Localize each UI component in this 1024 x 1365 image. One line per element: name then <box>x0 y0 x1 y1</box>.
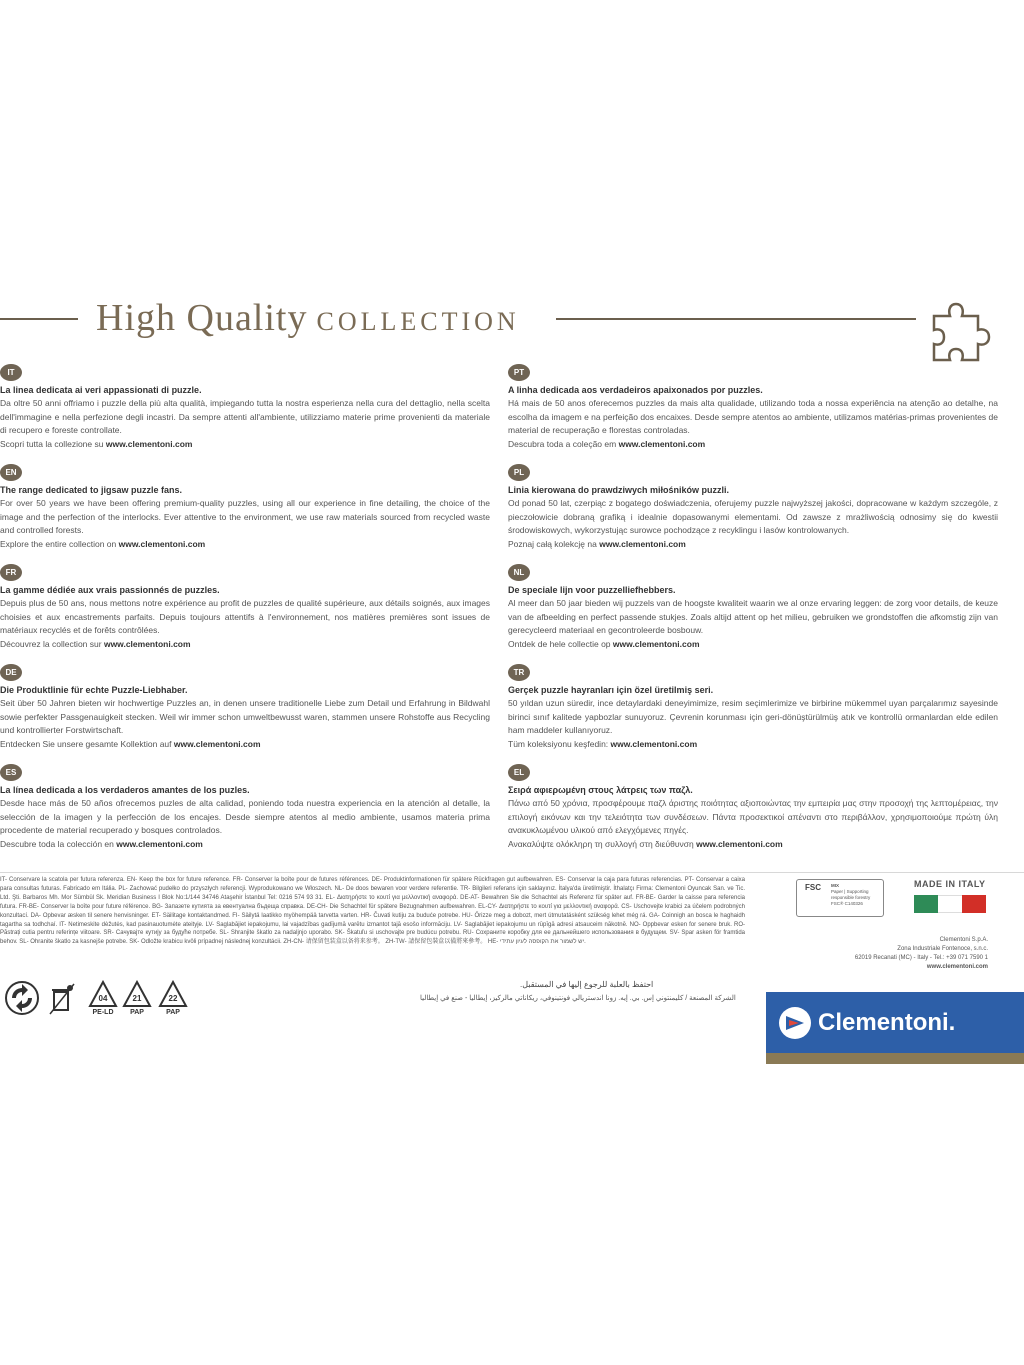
section-title: Gerçek puzzle hayranları için özel üretilmiş seri. <box>508 685 714 695</box>
section-title: La gamme dédiée aux vrais passionnés de puzzles. <box>0 585 220 595</box>
section-title: La linea dedicata ai veri appassionati di puzzle. <box>0 385 202 395</box>
section-link-line <box>0 438 490 451</box>
company-web[interactable]: www.clementoni.com <box>926 964 988 970</box>
footer-divider <box>0 872 1024 873</box>
language-section-nl <box>508 562 998 662</box>
link-text: Ontdek de hele collectie op <box>508 638 611 649</box>
title-sub: COLLECTION <box>316 307 520 336</box>
section-body: Há mais de 50 anos oferecemos puzzles da mais alta qualidade, utilizando toda a nossa experiência na atenção ao detalhe, na escolha da imagem e na perfeição dos encaixes. Desde sempre atentos ao ambiente, utilizamos matérias-primas provenientes de material de recuperação e florestas controladas. <box>508 398 998 435</box>
section-link-line <box>0 538 490 551</box>
website-link[interactable]: www.clementoni.com <box>105 438 193 449</box>
fsc-code: FSC® C140326 <box>831 901 863 906</box>
language-column-right <box>508 362 998 862</box>
recycle-triangle-icon <box>158 980 188 1008</box>
section-title: La línea dedicada a los verdaderos amantes de los puzles. <box>0 785 250 795</box>
company-city: 62019 Recanati (MC) - Italy - Tel.: +39 071 7590 1 <box>854 955 988 961</box>
language-badge: PL <box>508 464 530 481</box>
section-title: The range dedicated to jigsaw puzzle fans. <box>0 485 183 495</box>
recycle-label: PAP <box>166 1009 180 1016</box>
section-title: Linia kierowana do prawdziwych miłośników puzzli. <box>508 485 730 495</box>
link-text: Poznaj całą kolekcję na <box>508 538 597 549</box>
language-section-tr <box>508 662 998 762</box>
link-text: Descubre toda la colección en <box>0 838 114 849</box>
collection-title <box>96 296 520 340</box>
section-link-line <box>508 738 998 751</box>
bin-disposal-icon <box>48 982 76 1016</box>
puzzle-piece-icon <box>930 298 992 364</box>
fsc-line3: responsible forestry <box>831 895 871 900</box>
flag-white <box>938 895 962 913</box>
language-badge: DE <box>0 664 22 681</box>
section-link-line <box>508 838 998 851</box>
website-link[interactable]: www.clementoni.com <box>599 538 686 549</box>
clementoni-logo-icon <box>778 1006 812 1040</box>
language-badge: PT <box>508 364 530 381</box>
flag-green <box>914 895 938 913</box>
language-section-en <box>0 462 490 562</box>
section-title: A linha dedicada aos verdadeiros apaixonados por puzzles. <box>508 385 763 395</box>
link-text: Entdecken Sie unsere gesamte Kollektion auf <box>0 738 172 749</box>
recycle-label: PE-LD <box>92 1009 114 1016</box>
language-badge: FR <box>0 564 22 581</box>
section-body: For over 50 years we have been offering premium-quality puzzles, using all our experience in fine detailing, the choice of the image and the perfection of the interlocks. Ever attentive to the environment, we use raw materials sourced from recycled waste and controlled forests. <box>0 498 490 535</box>
section-body: Πάνω από 50 χρόνια, προσφέρουμε παζλ άριστης ποιότητας αξιοποιώντας την εμπειρία μας στην προσοχή της λεπτομέρειας, την επιλογή εικόνων και την τελειότητα των συνδέσεων. Πάντα προσεκτικοί απέναντι στο περιβάλλον, χρησιμοποιούμε πρώτη ύλη ανακυκλωμένου υλικού από ελεγχόμενες πηγές. <box>508 798 998 835</box>
section-link-line <box>508 438 998 451</box>
website-link[interactable]: www.clementoni.com <box>696 838 783 849</box>
language-section-fr <box>0 562 490 662</box>
section-title: Die Produktlinie für echte Puzzle-Liebhaber. <box>0 685 188 695</box>
header-rule-right <box>556 318 916 320</box>
recycle-code: 21 <box>132 994 142 1003</box>
recycle-code: 22 <box>168 994 178 1003</box>
section-body: Da oltre 50 anni offriamo i puzzle della più alta qualità, impiegando tutta la nostra esperienza nella cura del dettaglio, nella scelta dell'immagine e nella perfezione degli incastri. Da sempre attenti all'ambiente, utilizziamo materie prime provenienti da materiale di recupero e foreste controllate. <box>0 398 490 435</box>
fsc-line2: Paper | Supporting <box>831 889 869 894</box>
language-badge: ES <box>0 764 22 781</box>
legal-multilingual-text: IT- Conservare la scatola per futura referenza. EN- Keep the box for future reference. FR- Conserver la boîte pour de futures références. DE- Produktinformationen für spätere Rückfragen gut aufbewahren. ES- Conservar la caja para futuras referencias. PT- Conservar a caixa para consultas futuras. Fabricado em Itália. PL- Zachować pudełko do przyszłych referencji. Wyprodukowano we Włoszech. NL- De doos bewaren voor verdere referentie. TR- Bilgileri referans için saklayınız. İtalya'da üretilmiştir. İthalatçı Firma: Clementoni Oyuncak San. ve Tic. Ltd. Şti. Barbaros Mh. Mor Sümbül Sk. Meridian Business I Blok No:1/144 34746 Ataşehir İstanbul Tel: 0216 574 93 31. EL- Διατηρήστε το κουτί για μελλοντική αναφορά. DE-AT- Bewahren Sie die Schachtel als Referenz für später auf. FR-BE- Garder la caisse para referencia futura. FR-BE- Conserver la boîte pour future référence. BG- Запазете кутията за евентуална бъдеща справка. DE-CH- Die Schachtel für spätere Bezugnahmen aufbewahren. EL-CY- Διατηρήστε το κουτί για μελλοντική αναφορά. CS- Uschovejte krabici za účelem podrobných konzultací. DA- Opbevar æsken til senere henvisninger. ET- Säilitage kontaktandmed. FI- Säilytä laatikko myöhempää tarvetta varten. HR- Čuvati kutiju za buduće potrebe. HU- Őrizze meg a dobozt, mert útmutatásként szükség lehet még rá. GA- Coinnigh an bosca le haghaidh tagartha sa todhchaí. IT- Netimeskite dėžutės, kad pasinauotumėte ateityje. LV- Saglabājiet iepakojumu, lai vajadzības gadījumā varētu izmantot tajā esošo informāciju. LV- Saglabājiet iepakojumu un rūpīgā adresi atsauceim nākotnē. NO- Oppbevar esken for senere bruk. RO- Păstrați cutia pentru referințe viitoare. SR- Сачувајте кутију за будуће потребе. SL- Shranjite škatlo za nadaljnjo uporabo. SK- Škatuľu si uschovajte pre budúcu potrebu. RU- Сохраните коробку для ее дальнейшего использования в будущем. SV- Spar asken för framtida behov. SL- Ohranite škatlo za kasnejše potrebe. SK- Odložte krabicu kvôli prípadnej následnej konzultácii. ZH-CN- 请保留包装盒以备将来参考。 ZH-TW- 請保留包裝盒以備將來參考。 HE- יש לשמור את הקופסה לעיון עתידי. <box>0 877 745 946</box>
section-body: Desde hace más de 50 años ofrecemos puzles de alta calidad, poniendo toda nuestra experiencia en la atención al detalle, la selección de la imagen y la perfección de los encajes. Desde siempre atentos al medio ambiente, usamos materia prima procedente de material recuperado y bosques controlados. <box>0 798 490 835</box>
recycle-label: PAP <box>130 1009 144 1016</box>
title-main: High Quality <box>96 297 308 339</box>
section-title: Σειρά αφιερωμένη στους λάτρεις των παζλ. <box>508 785 693 795</box>
website-link[interactable]: www.clementoni.com <box>116 838 203 849</box>
fsc-certification <box>796 879 884 917</box>
language-badge: NL <box>508 564 530 581</box>
arabic-text-line-1: احتفظ بالعلبة للرجوع إليها في المستقبل. <box>520 980 654 989</box>
company-name: Clementoni S.p.A. <box>939 937 988 943</box>
language-section-it <box>0 362 490 462</box>
flag-red <box>962 895 986 913</box>
section-link-line <box>0 638 490 651</box>
company-address <box>855 936 988 972</box>
section-body: Al meer dan 50 jaar bieden wij puzzels van de hoogste kwaliteit waarin we al onze ervaring leggen: de zorg voor details, de keuze van de afbeelding en perfect passende stukjes. Zoals altijd attent op het milieu, gebruiken we grondstoffen die afkomstig zijn van gerecycleerd materiaal en gecontroleerde bosbouw. <box>508 598 998 635</box>
link-text: Tüm koleksiyonu keşfedin: <box>508 738 609 749</box>
website-link[interactable]: www.clementoni.com <box>612 638 700 649</box>
website-link[interactable]: www.clementoni.com <box>118 538 206 549</box>
language-badge: TR <box>508 664 530 681</box>
company-street: Zona Industriale Fontenoce, s.n.c. <box>897 946 988 952</box>
language-badge: IT <box>0 364 22 381</box>
link-text: Descubra toda a coleção em <box>508 438 617 449</box>
link-text: Ανακαλύψτε ολόκληρη τη συλλογή στη διεύθυνση <box>508 838 694 849</box>
collection-header <box>0 296 1024 356</box>
section-body: Od ponad 50 lat, czerpiąc z bogatego doświadczenia, oferujemy puzzle najwyższej jakości, dopracowane w każdym szczególe, z pieczołowicie dobraną grafiką i idealnie dopasowanymi elementami. Od zawsze z mrażliwością odnosimy się do kwestii środowiskowych, wykorzystując surowce pochodzące z recyklingu i lasów kontrolowanych. <box>508 498 998 535</box>
header-rule-left <box>0 318 78 320</box>
italian-flag <box>914 895 986 913</box>
brand-name: Clementoni. <box>818 1009 956 1036</box>
website-link[interactable]: www.clementoni.com <box>173 738 261 749</box>
fsc-logo: FSC <box>805 883 821 892</box>
section-link-line <box>508 638 998 651</box>
green-dot-recycle-icon <box>4 980 40 1016</box>
language-section-de <box>0 662 490 762</box>
link-text: Découvrez la collection sur <box>0 638 102 649</box>
language-section-es <box>0 762 490 862</box>
fsc-text <box>831 883 881 907</box>
language-section-pl <box>508 462 998 562</box>
link-text: Explore the entire collection on <box>0 538 117 549</box>
recycle-triangle-icon <box>122 980 152 1008</box>
recycle-triangle-icon <box>88 980 118 1008</box>
link-text: Scopri tutta la collezione su <box>0 438 104 449</box>
language-section-pt <box>508 362 998 462</box>
language-badge: EL <box>508 764 530 781</box>
section-body: Seit über 50 Jahren bieten wir hochwertige Puzzles an, in denen unsere traditionelle Liebe zum Detail und Erfahrung in Bildwahl sowie perfekter Passgenauigkeit stecken. Weil wir immer schon umweltbewusst waren, stammen unsere Rohstoffe aus Recycling und kontrollierter Forstwirtschaft. <box>0 698 490 735</box>
recycle-code: 04 <box>98 994 108 1003</box>
language-column-left <box>0 362 490 862</box>
website-link[interactable]: www.clementoni.com <box>618 438 706 449</box>
language-badge: EN <box>0 464 22 481</box>
section-title: De speciale lijn voor puzzelliefhebbers. <box>508 585 676 595</box>
language-section-el <box>508 762 998 862</box>
section-link-line <box>0 838 490 851</box>
section-link-line <box>508 538 998 551</box>
section-body: Depuis plus de 50 ans, nous mettons notre expérience au profit de puzzles de qualité supérieure, aux détails soignés, aux images choisies et aux encastrements parfaits. Depuis toujours attentifs à l'environnement, nos matières premières sont issues de matériaux recyclés et de forêts contrôlées. <box>0 598 490 635</box>
section-body: 50 yıldan uzun süredir, ince detaylardaki deneyimimize, resim seçimlerimize ve birbirine mükemmel uyan parçalarımız sayesinde birinci sınıf kalitede yapbozlar sunuyoruz. Çevrenin korunması için geri-dönüştürülmüş atık ve kontrollü ormanlardan elde edilen ham maddeler kullanıyoruz. <box>508 698 998 735</box>
website-link[interactable]: www.clementoni.com <box>103 638 191 649</box>
arabic-text-line-2: الشركة المصنعة / كليمنتوني إس. بي. إيه. زونا اندستريالي فونتينوفي، ريكاناتي مالركيز، إيطاليا - صنع في إيطاليا <box>420 995 736 1002</box>
made-in-italy: MADE IN ITALY <box>914 879 986 889</box>
section-link-line <box>0 738 490 751</box>
website-link[interactable]: www.clementoni.com <box>610 738 698 749</box>
fsc-mix: MIX <box>831 883 840 888</box>
clementoni-brand-box <box>766 992 1024 1064</box>
